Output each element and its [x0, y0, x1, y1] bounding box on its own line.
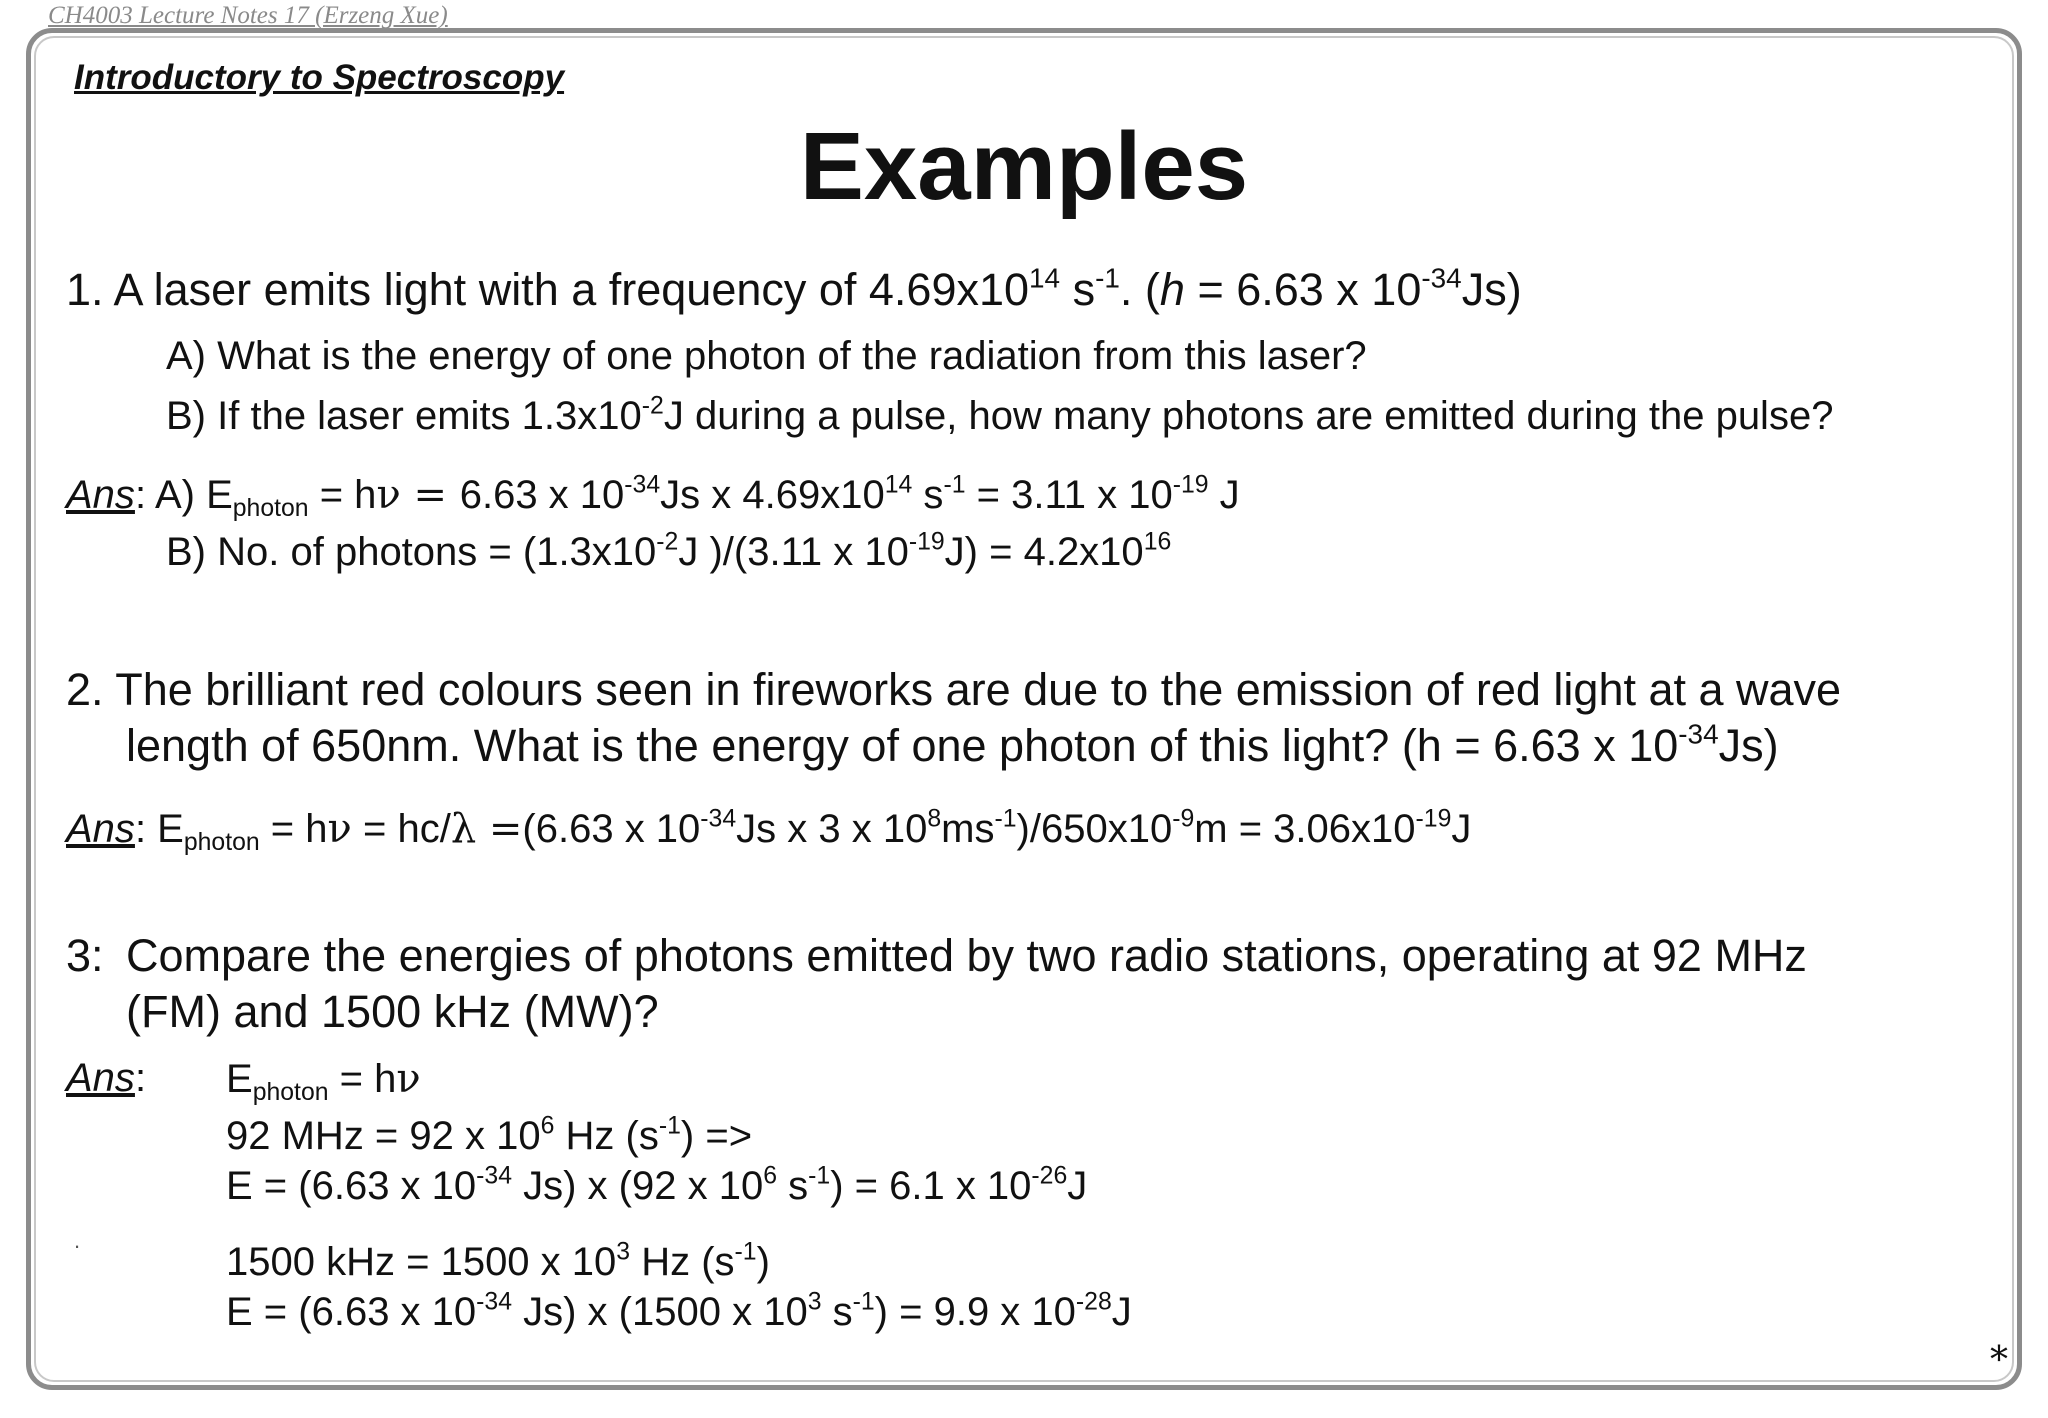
- q1-answer-b: B) No. of photons = ($1.3x10^{-2}J$ )/(3.11 x $10^{-19}J) = 4.2x10^{16}$: [166, 528, 1172, 574]
- q3-mw-frequency: 1500 kHz = 1500 x $10^3$ Hz $(s^{-1})$: [226, 1238, 770, 1284]
- q3-fm-frequency: 92 MHz = 92 x $10^6$ Hz $(s^{-1})$ =>: [226, 1112, 753, 1158]
- q3-answer-formula: $E_{photon} = h\nu$: [226, 1056, 421, 1106]
- stray-dot: .: [74, 1228, 81, 1253]
- q3-number: 3:: [66, 930, 104, 981]
- q3-question-line1: Compare the energies of photons emitted by two radio stations, operating at 92 MHz: [126, 930, 1807, 981]
- q2-question-line1: 2. The brilliant red colours seen in fireworks are due to the emission of red light at a wave: [66, 664, 1842, 715]
- q1-part-a: A) What is the energy of one photon of the radiation from this laser?: [166, 334, 1367, 378]
- q1-part-b: B) If the laser emits $1.3x10^{-2}J$ during a pulse, how many photons are emitted during the pulse?: [166, 392, 1834, 438]
- page-title: Examples: [799, 113, 1249, 220]
- subtitle: Introductory to Spectroscopy: [74, 58, 565, 97]
- q1-question: 1. A laser emits light with a frequency of $4.69x10^{14}$ $s^{-1}$. (h = 6.63 x $10^{-34}Js$): [66, 262, 1522, 315]
- q3-answer-label: Ans:: [66, 1056, 147, 1100]
- q3-mw-energy: E = (6.63 x $10^{-34}$ Js) x (1500 x $10^3$ $s^{-1}) = 9.9$ x $10^{-28}J$: [226, 1288, 1132, 1334]
- star-mark: *: [1990, 1340, 2008, 1381]
- q3-question-line2: (FM) and 1500 kHz (MW)?: [126, 986, 659, 1037]
- q1-answer-a: Ans: A) $E_{photon} = h\nu = 6.63$ x $10^{-34}Js$ x $4.69x10^{14}$ $s^{-1} = 3.11$ x $10^{-19}$ J: [66, 471, 1240, 522]
- q2-answer: Ans: $E_{photon} = h\nu = hc/\lambda =(6.63$ x $10^{-34}Js$ x 3 x $10^8ms^{-1})/650x10^{-9}m = 3.06x10^{-19}J$: [66, 805, 1472, 856]
- q2-question-line2: length of 650nm. What is the energy of one photon of this light? (h = 6.63 x $10^{-34}Js$): [126, 718, 1779, 771]
- q3-fm-energy: E = (6.63 x $10^{-34}$ Js) x (92 x $10^6$ $s^{-1}) = 6.1$ x $10^{-26}J$: [226, 1162, 1088, 1208]
- header-note: CH4003 Lecture Notes 17 (Erzeng Xue): [48, 2, 448, 29]
